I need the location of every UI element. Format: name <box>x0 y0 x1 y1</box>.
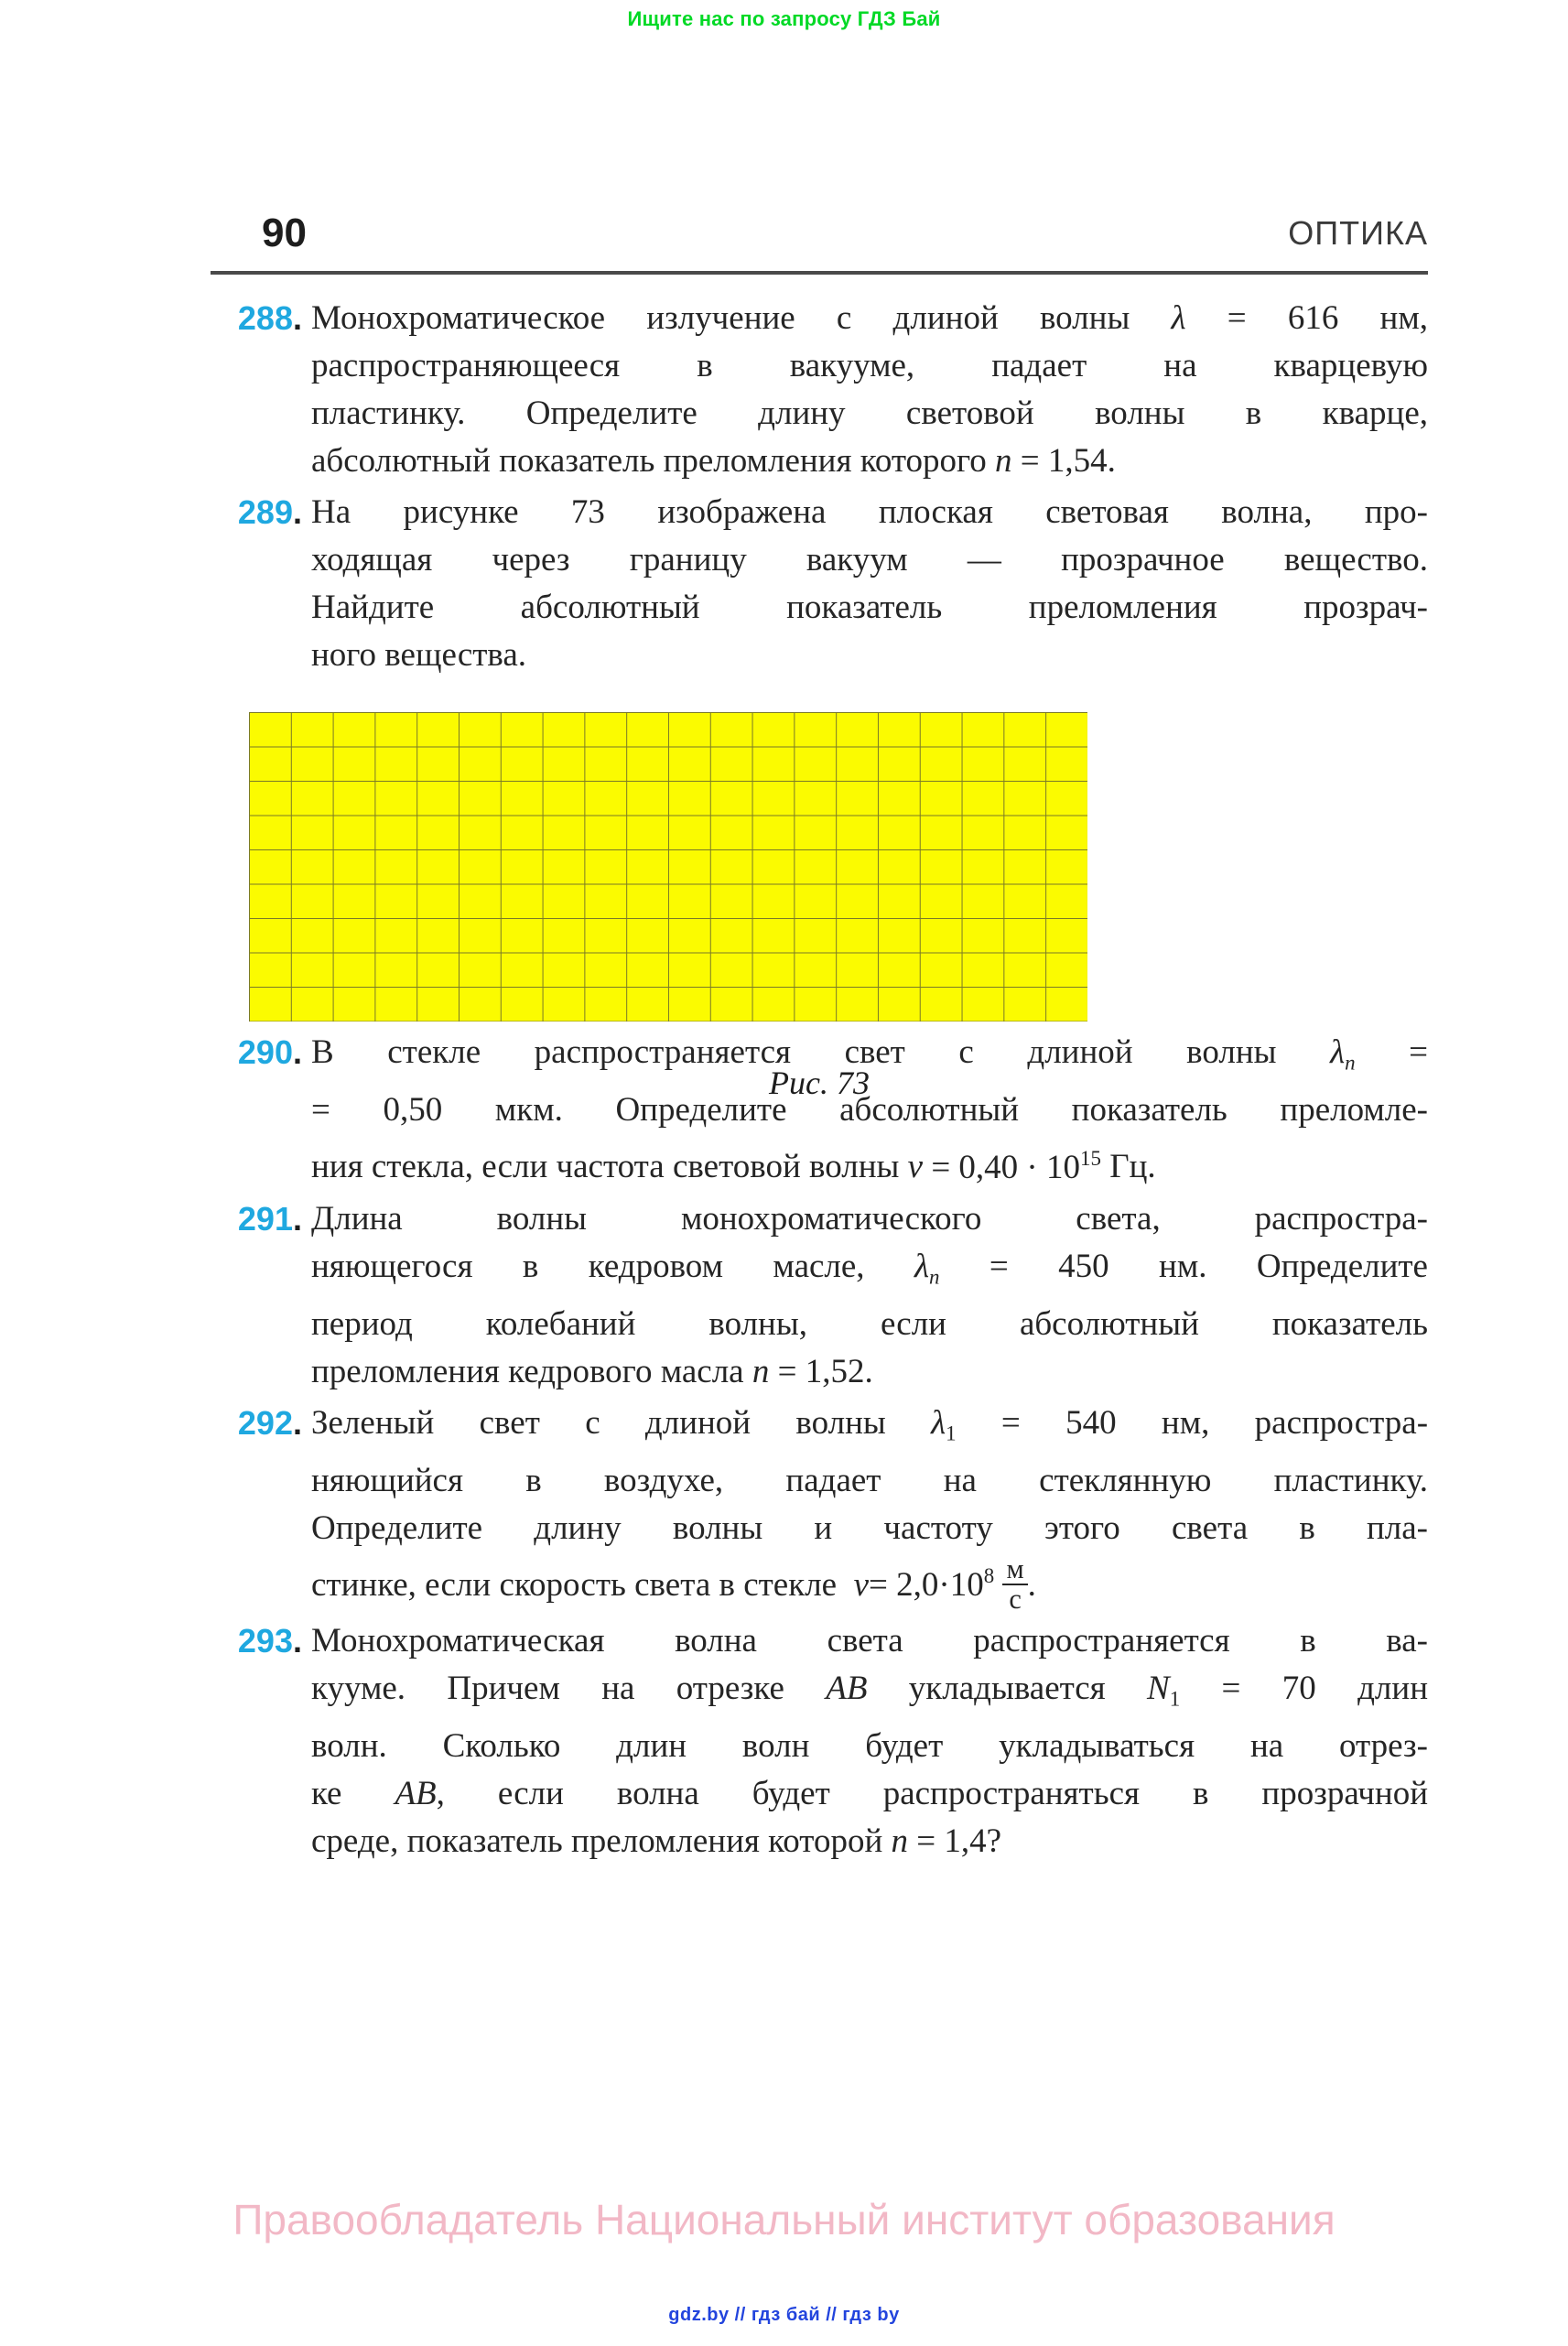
figure-grid <box>249 712 1087 1022</box>
p291-lambda: λ <box>914 1247 929 1285</box>
problem-291-line-2 <box>311 1243 1428 1301</box>
p288-l1-a: Монохроматическое излучение с длиной волны <box>311 299 1130 337</box>
p293-N: N <box>1147 1670 1170 1707</box>
p290-nu: ν <box>907 1148 924 1186</box>
p288-l1-eq: = 616 <box>1227 299 1339 337</box>
p290-l3-a: ния стекла, если частота световой волны <box>311 1148 900 1186</box>
p293-N-sub: 1 <box>1169 1687 1181 1711</box>
p293-l2-a: кууме. Причем на отрезке <box>311 1670 784 1707</box>
p288-l4-n: n <box>995 442 1012 480</box>
problem-293-line-1: Монохроматическая волна света распространяется в ва- <box>311 1622 1428 1659</box>
p293-l2-val: = 70 длин <box>1221 1670 1428 1707</box>
top-banner-watermark: Ищите нас по запросу ГДЗ Бай <box>627 7 941 30</box>
problem-292 <box>211 1400 1428 1614</box>
problem-289 <box>211 489 1428 679</box>
p292-lambda: λ <box>931 1403 946 1442</box>
p292-lambda-sub: 1 <box>946 1422 957 1445</box>
problem-text-292 <box>311 1400 1428 1614</box>
problem-290-line-2: = 0,50 мкм. Определите абсолютный показатель преломле- <box>311 1091 1428 1130</box>
p293-l5-n: n <box>891 1822 908 1861</box>
figure-caption: Рис. 73 <box>769 1065 870 1101</box>
problem-text-289 <box>311 489 1428 679</box>
problem-289-line-4: ного вещества. <box>311 636 527 674</box>
problem-291-line-3: период колебаний волны, если абсолютный показатель <box>311 1304 1428 1343</box>
problem-291-line-4 <box>311 1348 1428 1396</box>
p292-l4-val: = 2,0·10 <box>869 1566 984 1605</box>
problem-number-291: 291. <box>237 1199 302 1238</box>
p293-segment-ab-1: AB <box>826 1670 868 1707</box>
problem-293-line-4 <box>311 1770 1428 1818</box>
p290-l3-val: = 0,40 · 10 <box>931 1148 1081 1186</box>
problem-288-line-2: распространяющееся в вакууме, падает на кварцевую <box>311 347 1428 384</box>
p290-l1-eq: = <box>1409 1033 1428 1071</box>
section-title: ОПТИКА <box>1288 214 1428 252</box>
p293-l5-val: = 1,4? <box>916 1822 1002 1861</box>
page-content <box>211 211 1428 1869</box>
problem-text-293 <box>311 1617 1428 1865</box>
problem-293-line-2 <box>311 1665 1428 1723</box>
problem-293 <box>211 1617 1428 1865</box>
p290-lambda: λ <box>1330 1033 1346 1071</box>
problem-number-293: 293. <box>237 1622 302 1659</box>
p293-segment-ab-2: AB <box>395 1775 437 1813</box>
problem-292-line-2: няющийся в воздухе, падает на стеклянную пластинку. <box>311 1462 1428 1500</box>
p292-l1-a: Зеленый свет с длиной волны <box>311 1403 886 1442</box>
problem-number-288: 288. <box>237 299 302 337</box>
p290-l3-exp: 15 <box>1080 1146 1101 1170</box>
p290-lambda-sub: n <box>1345 1051 1356 1075</box>
footer-banner-watermark: gdz.by // гдз бай // гдз by <box>668 2305 900 2325</box>
running-head <box>211 211 1428 275</box>
problem-290 <box>211 1029 1428 1192</box>
problem-290-line-3 <box>311 1134 1428 1191</box>
problem-290-line-1 <box>311 1029 1428 1087</box>
problem-292-line-3: Определите длину волны и частоту этого света в пла- <box>311 1509 1428 1548</box>
p291-l2-val: = 450 нм. Определите <box>989 1247 1428 1285</box>
p292-l4-a: стинке, если скорость света в стекле <box>311 1566 838 1605</box>
problem-text-288 <box>311 295 1428 485</box>
problem-293-line-5 <box>311 1818 1428 1865</box>
p288-lambda: λ <box>1171 299 1186 337</box>
problem-number-289: 289. <box>237 493 302 531</box>
p292-unit-num: м <box>1006 1553 1024 1585</box>
problem-289-line-3: Найдите абсолютный показатель преломления прозрач- <box>311 589 1428 626</box>
header-rule <box>211 271 1428 275</box>
p291-l4-a: преломления кедрового масла <box>311 1352 744 1390</box>
p293-l5-a: среде, показатель преломления которой <box>311 1822 883 1861</box>
problem-289-line-1: На рисунке 73 изображена плоская световая волна, про- <box>311 493 1428 531</box>
problem-289-line-2: ходящая через границу вакуум — прозрачное вещество. <box>311 541 1428 578</box>
p290-l1-a: В стекле распространяется свет с длиной волны <box>311 1033 1277 1071</box>
p292-unit-fraction <box>1002 1555 1027 1614</box>
p291-lambda-sub: n <box>929 1264 940 1288</box>
p293-l2-b: укладывается <box>908 1670 1106 1707</box>
p290-l3-unit: Гц. <box>1109 1148 1156 1186</box>
p293-l4-a: ке <box>311 1775 342 1813</box>
p288-l4-val: = 1,54. <box>1020 442 1116 480</box>
problem-text-291 <box>311 1195 1428 1396</box>
problem-text-290 <box>311 1029 1428 1192</box>
problem-288 <box>211 295 1428 485</box>
problem-number-292: 292. <box>237 1403 302 1442</box>
problem-number-290: 290. <box>237 1033 302 1071</box>
p292-l4-end: . <box>1027 1566 1036 1605</box>
p292-v: v <box>853 1566 870 1605</box>
p292-unit-den: с <box>1002 1584 1027 1614</box>
problem-292-line-4 <box>311 1552 1428 1614</box>
p291-l2-a: няющегося в кедровом масле, <box>311 1247 865 1285</box>
problem-288-line-1 <box>311 295 1428 342</box>
problem-288-line-4 <box>311 438 1428 485</box>
problem-291-line-1: Длина волны монохроматического света, распростра- <box>311 1199 1428 1238</box>
p292-l1-val: = 540 нм, распростра- <box>1000 1403 1429 1442</box>
p291-l4-val: = 1,52. <box>777 1352 873 1390</box>
p288-l4-a: абсолютный показатель преломления которого <box>311 442 987 480</box>
p288-l1-unit: нм, <box>1379 299 1428 337</box>
figure-73 <box>249 712 1087 1022</box>
problem-288-line-3: пластинку. Определите длину световой волны в кварце, <box>311 395 1428 432</box>
p292-l4-exp: 8 <box>983 1564 995 1588</box>
problem-292-line-1 <box>311 1400 1428 1457</box>
page-number: 90 <box>262 211 307 255</box>
p291-l4-n: n <box>752 1352 770 1390</box>
copyright-watermark: Правообладатель Национальный институт образования <box>232 2196 1336 2243</box>
problem-291 <box>211 1195 1428 1396</box>
problem-293-line-3: волн. Сколько длин волн будет укладываться на отрез- <box>311 1727 1428 1766</box>
p293-l4-b: , если волна будет распространяться в прозрачной <box>436 1775 1429 1813</box>
